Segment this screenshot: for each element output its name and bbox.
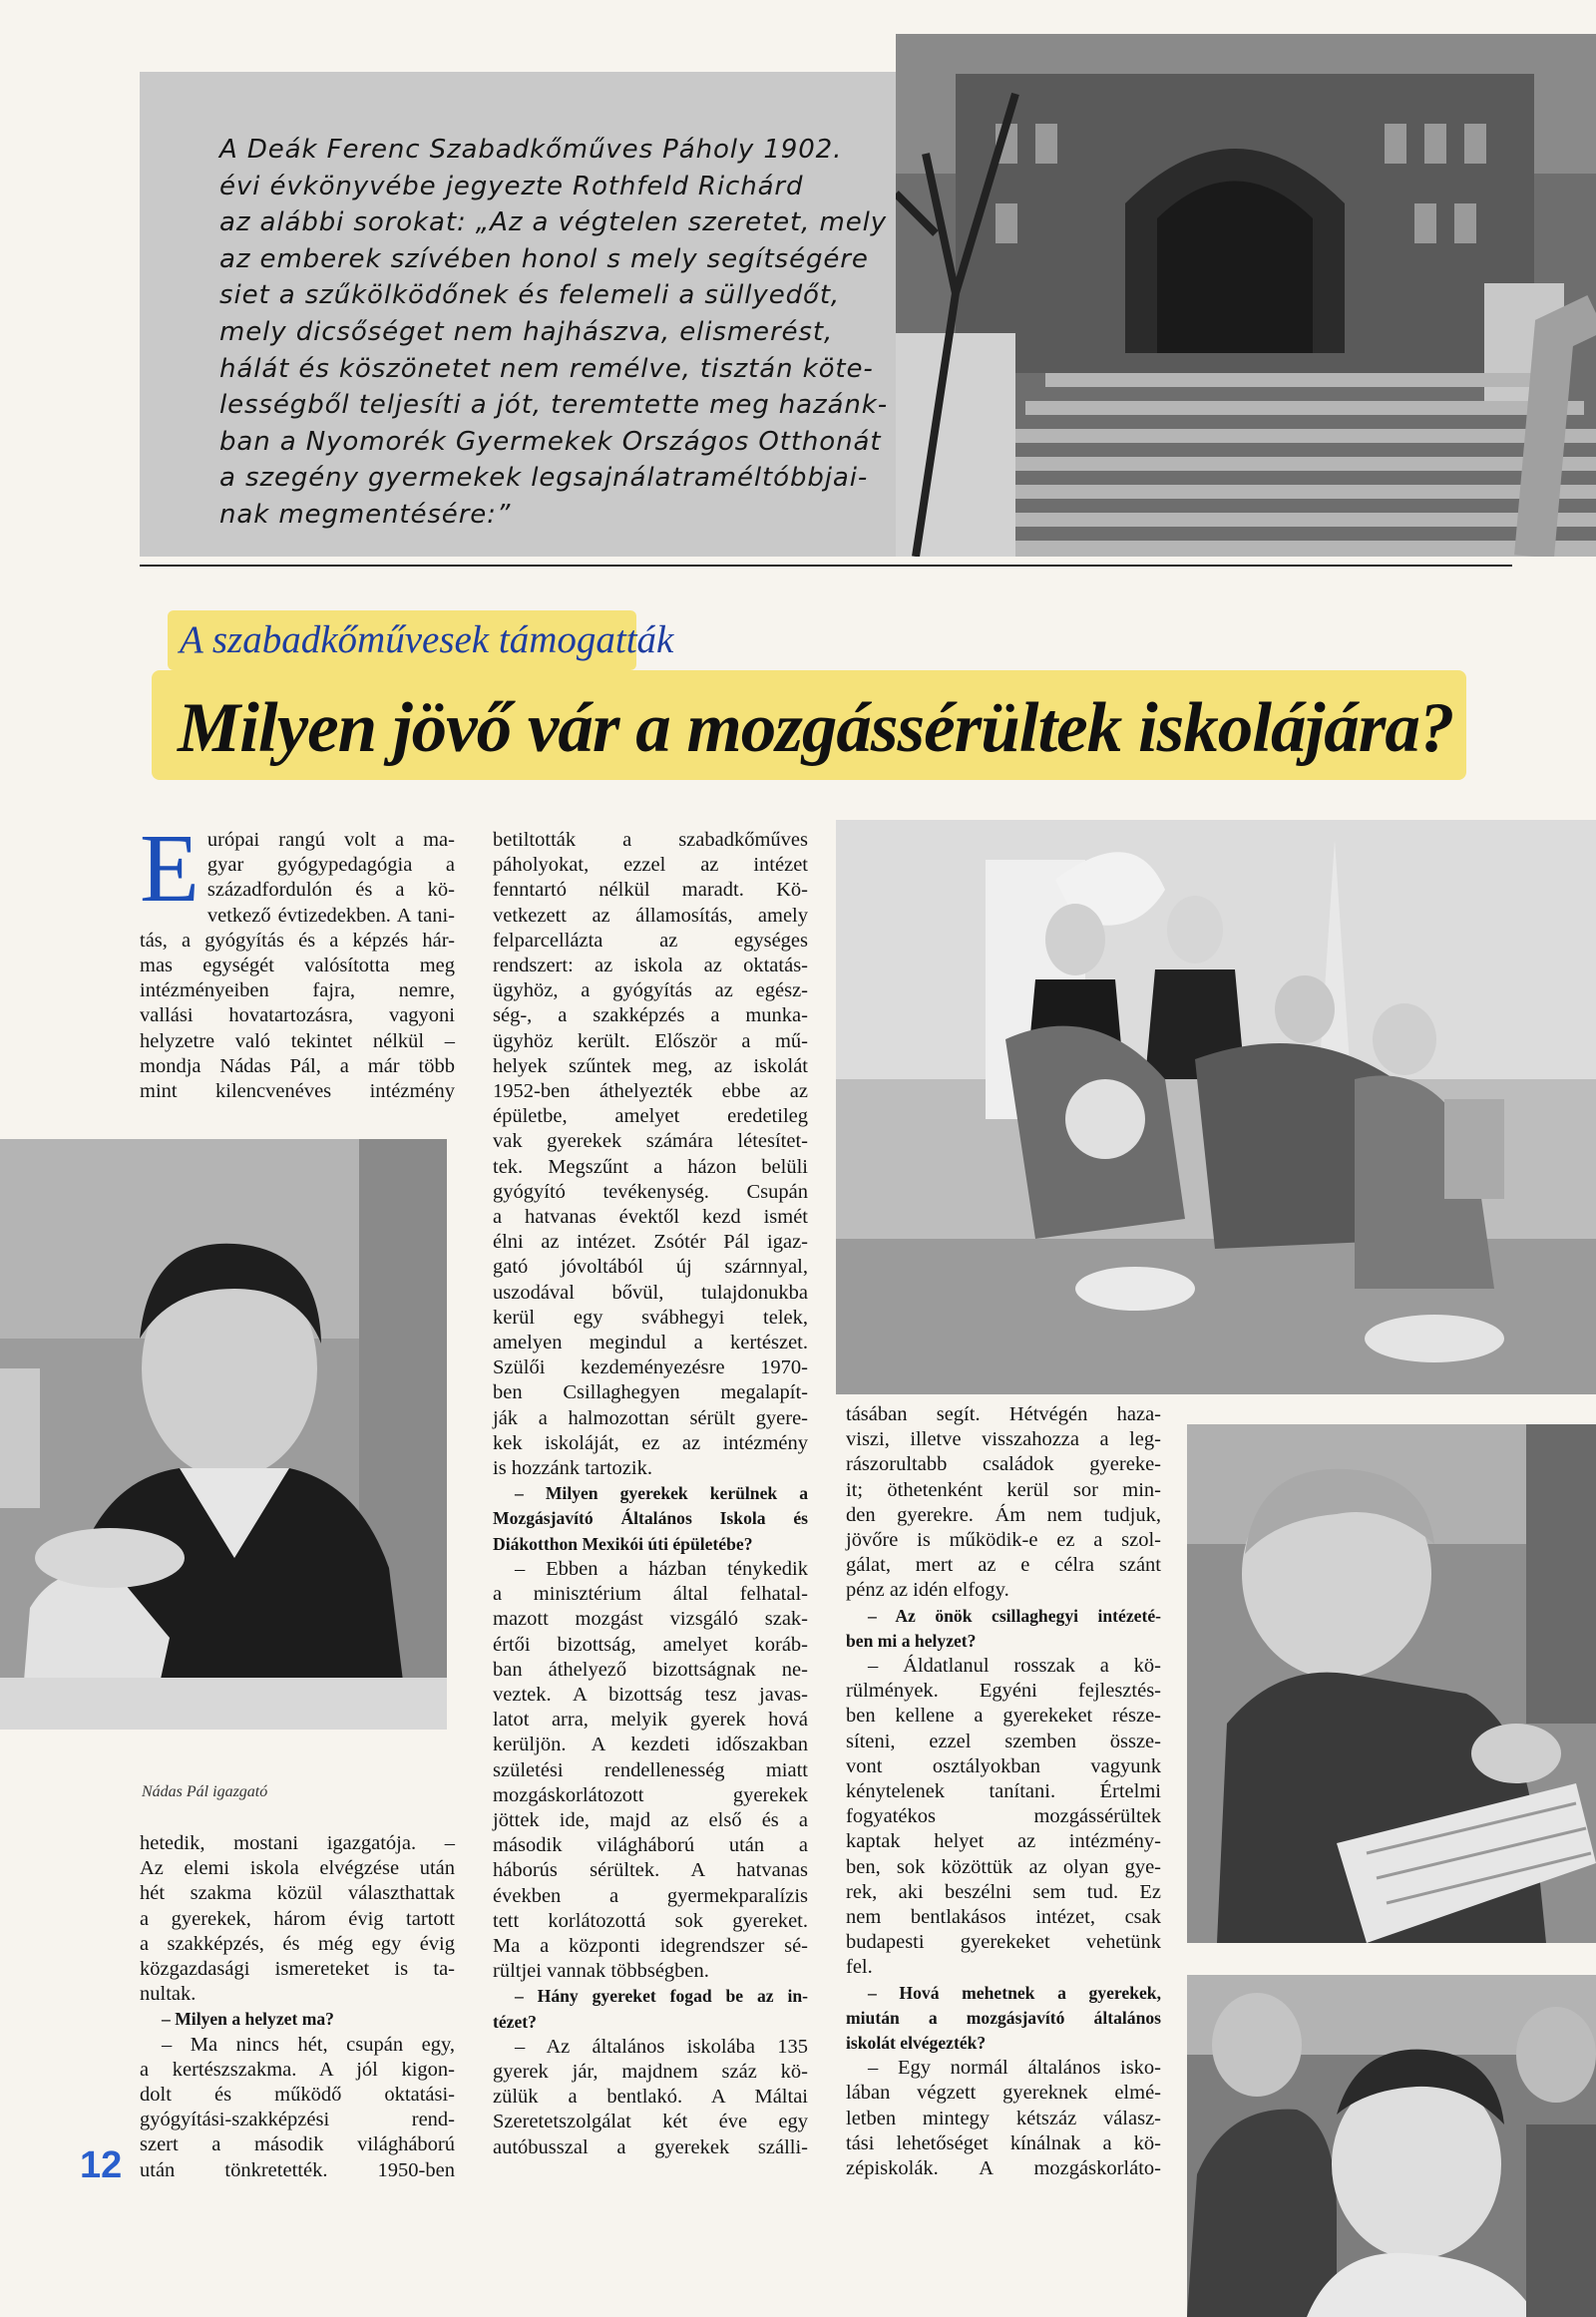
interview-question: ben mi a helyzet?: [846, 1630, 977, 1651]
text-line: századfordulón és a kö-: [206, 879, 455, 902]
text-line: fel.: [846, 1956, 873, 1979]
text-line: élni az intézet. Zsótér Pál igaz-: [493, 1231, 808, 1254]
text-line: szert a második világháború: [140, 2133, 455, 2156]
intro-line: évi évkönyvébe jegyezte Rothfeld Richárd: [219, 171, 804, 201]
text-line: mazott mozgást vizsgáló szak-: [493, 1608, 808, 1631]
text-line: a szakképzés, és még egy évig: [140, 1932, 455, 1955]
text-line: a minisztérium által felhatal-: [493, 1583, 808, 1606]
text-line: helyek szűntek meg, az iskolát: [493, 1054, 808, 1077]
text-line: budapesti gyerekeket vehetünk: [846, 1931, 1161, 1954]
text-line: gyar gyógypedagógia a: [206, 854, 455, 877]
text-line: jöttek ide, majd az első és a: [493, 1808, 808, 1831]
text-line: vont osztályokban vagyunk: [846, 1754, 1161, 1777]
text-line: fenntartó nélkül maradt. Kö-: [493, 879, 808, 902]
text-line: vetkezett az államosítás, amely: [493, 904, 808, 927]
text-line: – Az általános iskolába 135: [515, 2035, 808, 2058]
text-line: után tönkretették. 1950-ben: [140, 2158, 455, 2181]
text-line: viszi, illetve visszahozza a leg-: [846, 1428, 1161, 1451]
interview-question: – Hová mehetnek a gyerekek,: [868, 1982, 1161, 2003]
text-line: vak gyerekek számára létesítet-: [493, 1130, 808, 1153]
text-line: betiltották a szabadkőműves: [493, 829, 808, 851]
intro-quote: [219, 132, 888, 534]
text-line: pénz az idén elfogy.: [846, 1579, 1009, 1602]
intro-line: mely dicsőséget nem hajhászva, elismerést,: [219, 316, 834, 347]
article-column-1-continued: [140, 1831, 455, 2183]
photo-caption: Nádas Pál igazgató: [142, 1783, 268, 1800]
text-line: a kertészszakma. A jól kigon-: [140, 2058, 455, 2081]
text-line: mint kilencvenéves intézmény: [140, 1080, 455, 1103]
text-line: dolt és működő oktatási-: [140, 2084, 455, 2107]
text-line: mas egységét valósította meg: [140, 955, 455, 977]
intro-line: a szegény gyermekek legsajnálatraméltóbbjai-: [219, 463, 869, 494]
text-line: zülük a bentlakó. A Máltai: [493, 2086, 808, 2109]
text-line: kénytelenek tanítani. Értelmi: [846, 1780, 1161, 1803]
text-line: lában végzett gyereknek elmé-: [846, 2082, 1161, 2105]
intro-line: A Deák Ferenc Szabadkőműves Páholy 1902.: [219, 135, 843, 165]
interview-question: – Milyen gyerekek kerülnek a: [515, 1483, 808, 1504]
interview-question: Diákotthon Mexikói úti épületébe?: [493, 1533, 753, 1554]
text-line: is hozzánk tartozik.: [493, 1457, 652, 1480]
intro-line: az emberek szívében honol s mely segítségére: [219, 243, 869, 274]
text-line: gató jóvoltából új szárnnyal,: [493, 1256, 808, 1279]
intro-line: hálát és köszönetet nem remélve, tisztán köte-: [219, 353, 874, 384]
interview-question: miután a mozgásjavító általános: [846, 2007, 1161, 2028]
text-line: jövőre is működik-e ez a szol-: [846, 1529, 1161, 1552]
building-photo: [896, 34, 1596, 557]
text-line: háborús sérültek. A hatvanas: [493, 1859, 808, 1882]
text-line: 1952-ben áthelyezték ebbe az: [493, 1080, 808, 1103]
text-line: – Egy normál általános isko-: [868, 2057, 1161, 2080]
text-line: felparcellázta az egységes: [493, 929, 808, 952]
text-line: kerül egy svábhegyi telek,: [493, 1306, 808, 1329]
interview-question: – Hány gyereket fogad be az in-: [515, 1986, 808, 2007]
text-line: rek, aki beszélni sem tud. Ez: [846, 1880, 1161, 1903]
intro-line: lességből teljesíti a jót, teremtette meg hazánk-: [219, 390, 888, 421]
text-line: a gyerekek, három évig tartott: [140, 1907, 455, 1930]
text-line: latot arra, melyik gyerek hová: [493, 1709, 808, 1732]
text-line: épületbe, amelyet eredetileg: [493, 1105, 808, 1128]
text-line: uszodával bővül, tulajdonukba: [493, 1281, 808, 1304]
text-line: kek iskoláját, ez az intézmény: [493, 1431, 808, 1454]
page-number: 12: [80, 2144, 123, 2186]
text-line: tás, a gyógyítás és a képzés hár-: [140, 929, 455, 952]
text-line: intézményeiben fajra, nemre,: [140, 979, 455, 1002]
headline: Milyen jövő vár a mozgássérültek iskolájára?: [178, 689, 1454, 767]
article-column-1: [140, 815, 455, 1104]
text-line: ség-, a szakképzés a munka-: [493, 1004, 808, 1027]
text-line: Szeretetszolgálat két éve egy: [493, 2111, 808, 2133]
text-line: értői bizottság, amelyet koráb-: [493, 1633, 808, 1656]
text-line: születési rendellenesség miatt: [493, 1758, 808, 1781]
text-line: páholyokat, ezzel az intézet: [493, 854, 808, 877]
text-line: autóbusszal a gyerekek szálli-: [493, 2135, 808, 2158]
text-line: rászorultabb családok gyereke-: [846, 1453, 1161, 1476]
text-line: rülmények. Egyéni fejlesztés-: [846, 1680, 1161, 1703]
text-line: tett korlátozottá sok gyereket.: [493, 1909, 808, 1932]
text-line: ben kellene a gyerekeket része-: [846, 1705, 1161, 1728]
text-line: fogyatékos mozgássérültek: [846, 1805, 1161, 1828]
text-line: tási lehetőséget kínálnak a kö-: [846, 2131, 1161, 2154]
text-line: Ma a központi idegrendszer sé-: [493, 1934, 808, 1957]
interview-question: – Milyen a helyzet ma?: [162, 2009, 334, 2030]
text-line: urópai rangú volt a ma-: [206, 829, 455, 851]
text-line: ban áthelyező bizottságnak ne-: [493, 1658, 808, 1681]
text-line: síteni, ezzel szemben össze-: [846, 1730, 1161, 1752]
intro-line: az alábbi sorokat: „Az a végtelen szeretet, mely: [219, 207, 888, 238]
text-line: mozgáskorlátozott gyerekek: [493, 1783, 808, 1806]
text-line: a hatvanas évektől kezd ismét: [493, 1206, 808, 1229]
text-line: gyerek jár, majdnem száz kö-: [493, 2060, 808, 2083]
intro-line: ban a Nyomorék Gyermekek Országos Otthonát: [219, 426, 882, 457]
kicker: A szabadkőművesek támogatták: [168, 610, 636, 670]
interview-question: Mozgásjavító Általános Iskola és: [493, 1508, 808, 1529]
text-line: – Ma nincs hét, csupán egy,: [162, 2033, 455, 2056]
text-line: Szülői kezdeményezésre 1970-: [493, 1356, 808, 1379]
text-line: hét szakma közül választhattak: [140, 1882, 455, 1905]
text-line: kerüljön. A kezdeti időszakban: [493, 1734, 808, 1756]
text-line: hetedik, mostani igazgatója. –: [140, 1832, 455, 1854]
text-line: mondja Nádas Pál, a már több: [140, 1054, 455, 1077]
text-line: vallási hovatartozásra, vagyoni: [140, 1004, 455, 1027]
text-line: nem bentlakásos intézet, csak: [846, 1906, 1161, 1929]
text-line: letben mintegy kétszáz válasz-: [846, 2107, 1161, 2129]
text-line: ják a halmozottan sérült gyere-: [493, 1406, 808, 1429]
text-line: ügyhöz, a gyógyítás az egész-: [493, 979, 808, 1002]
text-line: rendszert: az iskola az oktatás-: [493, 955, 808, 977]
text-line: ügyhöz került. Először a mű-: [493, 1029, 808, 1052]
boy-at-keyboard-photo: [1187, 1424, 1596, 1943]
text-line: tek. Megszűnt a házon belüli: [493, 1155, 808, 1178]
text-line: tásában segít. Hétvégén haza-: [846, 1403, 1161, 1425]
interview-question: – Az önök csillaghegyi intézeté-: [868, 1605, 1161, 1626]
portrait-photo: [0, 1139, 447, 1730]
children-photo: [1187, 1975, 1596, 2317]
text-line: kaptak helyet az intézmény-: [846, 1830, 1161, 1853]
text-line: zépiskolák. A mozgáskorláto-: [846, 2157, 1161, 2180]
text-line: amelyen megindul a kertészet.: [493, 1332, 808, 1354]
text-line: – Áldatlanul rosszak a kö-: [868, 1655, 1161, 1678]
drop-cap: E: [140, 815, 200, 923]
text-line: nultak.: [140, 1983, 197, 2006]
text-line: den gyerekre. Ám nem tudjuk,: [846, 1503, 1161, 1526]
text-line: közgazdasági ismereteket is ta-: [140, 1958, 455, 1981]
text-line: rültjei vannak többségben.: [493, 1960, 709, 1983]
text-line: ben Csillaghegyen megalapít-: [493, 1381, 808, 1404]
section-rule: [140, 565, 1512, 567]
text-line: – Ebben a házban ténykedik: [515, 1557, 808, 1580]
interview-question: tézet?: [493, 2011, 537, 2032]
text-line: vetkező évtizedekben. A tani-: [206, 904, 455, 927]
article-column-2: [493, 828, 808, 2160]
costumed-children-photo: [836, 820, 1596, 1394]
text-line: gyógyítási-szakképzési rend-: [140, 2109, 455, 2131]
article-column-3: [846, 1402, 1161, 2181]
text-line: Az elemi iskola elvégzése után: [140, 1857, 455, 1880]
text-line: ben, sok közöttük az olyan gye-: [846, 1855, 1161, 1878]
intro-line: siet a szűkölködőnek és felemeli a süllyedőt,: [219, 280, 841, 311]
text-line: második világháború után a: [493, 1834, 808, 1857]
text-line: gyógyító tevékenység. Csupán: [493, 1180, 808, 1203]
interview-question: iskolát elvégezték?: [846, 2033, 987, 2054]
text-line: években a gyermekparalízis: [493, 1884, 808, 1907]
text-line: it; öthetenként kerül sor min-: [846, 1478, 1161, 1501]
text-line: veztek. A bizottság tesz javas-: [493, 1683, 808, 1706]
text-line: gálat, mert az e célra szánt: [846, 1554, 1161, 1577]
text-line: helyzetre való tekintet nélkül –: [140, 1029, 455, 1052]
intro-line: nak megmentésére:”: [219, 499, 512, 530]
